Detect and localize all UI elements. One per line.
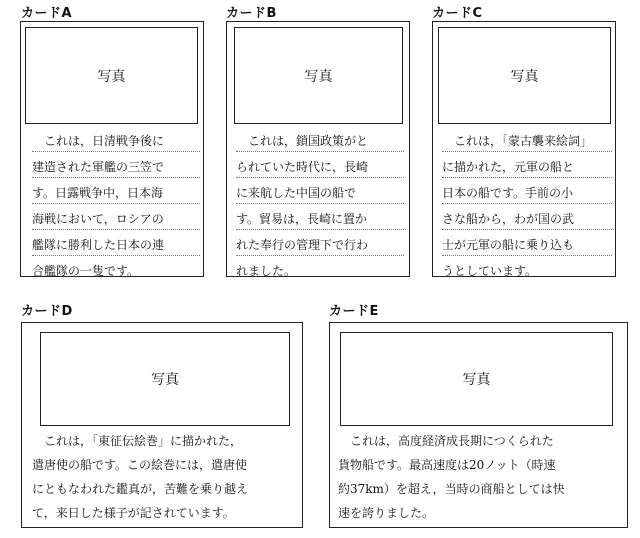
photo-label: 写真 [510,68,539,85]
card-a [20,21,204,277]
card-d-line-1: これは，「東征伝絵巻」に描かれた， [32,434,243,448]
card-e-line-4: 速を誇りました。 [338,506,435,520]
card-a-line-2: 建造された軍艦の三笠で [32,160,165,174]
card-d-title: カードD [21,304,73,319]
photo-label: 写真 [462,372,491,388]
card-b-line-3: に来航した中国の船で [236,186,357,200]
card-b-line-5: れた奉行の管理下で行わ [236,238,369,252]
card-c-photo-placeholder [438,27,611,124]
card-c-line-2: に描かれた，元軍の船と [442,160,575,174]
photo-label: 写真 [151,372,179,388]
card-a-line-6: 合艦隊の一隻です。 [32,264,140,278]
card-b-text [236,131,404,281]
card-b-line-4: す。貿易は，長崎に置か [236,212,368,226]
card-d-photo-placeholder [40,332,290,426]
photo-label: 写真 [304,68,333,85]
card-a-line-4: 海戦において，ロシアの [32,212,164,226]
card-a-title: カードA [21,6,73,21]
card-e [329,322,628,528]
card-a-line-1: これは，日清戦争後に [32,134,165,148]
card-c-line-5: 士が元軍の船に乗り込も [442,238,575,252]
card-c-line-3: 日本の船です。手前の小 [442,186,574,200]
card-d-line-3: にともなわれた鑑真が，苦難を乗り越え [32,482,249,496]
card-d [21,322,303,528]
card-e-text [338,432,623,526]
card-b-line-1: これは，鎖国政策がと [236,134,369,148]
card-c-text [442,131,612,281]
card-b-line-2: られていた時代に，長崎 [236,160,369,174]
card-a-text [32,131,200,281]
card-b-title: カードB [226,6,277,21]
card-b-photo-placeholder [234,27,403,124]
card-e-title: カードE [329,304,379,319]
card-c [432,21,616,277]
card-a-line-3: す。日露戦争中，日本海 [32,186,164,200]
card-e-line-1: これは，高度経済成長期につくられた [338,434,554,448]
card-c-title: カードC [432,6,483,21]
card-b-line-6: れました。 [236,264,297,278]
card-e-line-2: 貨物船です。最高速度は20ノット（時速 [338,458,556,472]
card-e-photo-placeholder [340,332,613,426]
card-d-text [32,432,298,526]
card-c-line-1: これは，「蒙古襲来絵詞」 [442,134,593,148]
card-a-photo-placeholder [25,27,198,124]
card-c-line-6: うとしています。 [442,264,538,278]
card-b [226,21,410,277]
photo-label: 写真 [97,68,126,85]
card-c-line-4: さな船から，わが国の武 [442,212,575,226]
card-d-line-2: 遣唐使の船です。この絵巻には，遣唐使 [32,458,248,472]
card-d-line-4: て，来日した様子が記されています。 [32,506,235,520]
card-a-line-5: 艦隊に勝利した日本の連 [32,238,165,252]
card-e-line-3: 約37km）を超え，当時の商船としては快 [338,482,565,496]
